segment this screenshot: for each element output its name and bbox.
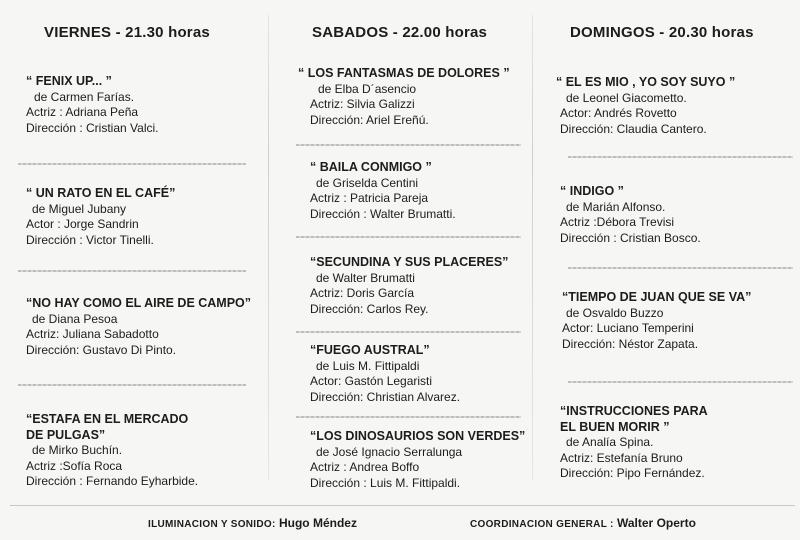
show-title: “FUEGO AUSTRAL” [310, 343, 430, 357]
show-author: de Analía Spina. [566, 435, 654, 449]
column-header: DOMINGOS - 20.30 horas [570, 24, 754, 41]
show-entry [548, 290, 798, 352]
show-cast: Actriz: Silvia Galizzi [310, 97, 415, 111]
show-cast: Actriz : Adriana Peña [26, 105, 139, 119]
show-author: de José Ignacio Serralunga [316, 444, 463, 459]
show-director: Dirección : Walter Brumatti. [310, 206, 456, 221]
footer-coordination [470, 516, 696, 530]
show-director: Dirección: Christian Alvarez. [310, 389, 461, 404]
show-cast: Actriz : Andrea Boffo [310, 460, 420, 474]
show-title: “LOS DINOSAURIOS SON VERDES” [310, 429, 526, 443]
show-director: Dirección: Pipo Fernández. [560, 466, 705, 480]
show-entry [290, 343, 540, 405]
footer-rule [10, 505, 795, 506]
show-cast: Actor: Andrés Rovetto [560, 106, 677, 120]
show-author: de Mirko Buchín. [32, 443, 123, 457]
show-entry [290, 66, 540, 128]
show-author: de Miguel Jubany [32, 201, 127, 216]
show-entry [18, 296, 268, 358]
show-title: “ FENIX UP... ” [26, 74, 112, 88]
show-title: “TIEMPO DE JUAN QUE SE VA” [562, 290, 752, 304]
show-title: “ EL ES MIO , YO SOY SUYO ” [556, 75, 736, 89]
show-director: Dirección: Néstor Zapata. [562, 336, 699, 351]
show-entry [548, 404, 798, 482]
separator [568, 267, 793, 269]
show-entry [548, 75, 798, 137]
show-entry [18, 74, 268, 136]
show-title: “SECUNDINA Y SUS PLACERES” [310, 255, 509, 269]
show-title: “ BAILA CONMIGO ” [310, 160, 432, 174]
show-entry [290, 255, 540, 317]
show-cast: Actriz: Juliana Sabadotto [26, 327, 159, 341]
column-domingos [548, 0, 798, 510]
show-author: de Diana Pesoa [32, 311, 118, 326]
show-entry [18, 186, 268, 248]
separator [296, 144, 521, 146]
show-entry [290, 160, 540, 222]
show-cast: Actor: Luciano Temperini [562, 321, 694, 335]
footer-lighting [148, 516, 357, 530]
show-cast: Actor : Jorge Sandrin [26, 217, 139, 231]
show-entry [548, 184, 798, 246]
show-title: “ INDIGO ” [560, 184, 624, 198]
show-entry [290, 429, 540, 491]
column-divider-1 [268, 15, 269, 480]
show-director: Dirección : Cristian Valci. [26, 120, 159, 135]
show-director: Dirección: Carlos Rey. [310, 301, 429, 316]
show-director: Dirección : Victor Tinelli. [26, 232, 154, 247]
show-title: “INSTRUCCIONES PARA EL BUEN MORIR ” [560, 404, 708, 434]
coordination-name: Walter Operto [617, 516, 696, 530]
show-title: “ UN RATO EN EL CAFÉ” [26, 186, 176, 200]
show-director: Dirección : Fernando Eyharbide. [26, 474, 199, 488]
show-director: Dirección: Gustavo Di Pinto. [26, 342, 177, 357]
show-director: Dirección : Cristian Bosco. [560, 230, 701, 245]
show-cast: Actriz: Doris García [310, 286, 415, 300]
column-header: SABADOS - 22.00 horas [312, 24, 488, 41]
show-title: “ LOS FANTASMAS DE DOLORES ” [298, 66, 510, 80]
show-director: Dirección: Ariel Ereñú. [310, 112, 429, 127]
separator [568, 156, 793, 158]
coordination-label: COORDINACION GENERAL : [470, 519, 614, 530]
show-title: “NO HAY COMO EL AIRE DE CAMPO” [26, 296, 252, 310]
show-cast: Actriz: Estefanía Bruno [560, 450, 683, 465]
show-entry [18, 412, 268, 490]
show-cast: Actriz :Sofía Roca [26, 458, 123, 473]
separator [296, 331, 521, 333]
separator [18, 270, 246, 272]
column-header: VIERNES - 21.30 horas [44, 24, 210, 41]
column-viernes [18, 0, 268, 510]
show-director: Dirección: Claudia Cantero. [560, 121, 707, 136]
show-director: Dirección : Luis M. Fittipaldi. [310, 475, 461, 490]
lighting-label: ILUMINACION Y SONIDO: [148, 519, 276, 530]
show-author: de Elba D´asencio [318, 81, 417, 96]
separator [568, 381, 793, 383]
show-title: “ESTAFA EN EL MERCADO DE PULGAS” [26, 412, 189, 442]
show-cast: Actor: Gastón Legaristi [310, 374, 433, 388]
show-author: de Luis M. Fittipaldi [316, 358, 420, 373]
show-cast: Actriz : Patricia Pareja [310, 191, 429, 205]
show-author: de Carmen Farías. [34, 89, 135, 104]
show-author: de Osvaldo Buzzo [566, 305, 664, 320]
show-author: de Leonel Giacometto. [566, 90, 687, 105]
separator [296, 416, 521, 418]
separator [18, 163, 246, 165]
lighting-name: Hugo Méndez [278, 516, 357, 530]
show-author: de Marián Alfonso. [566, 199, 666, 214]
separator [296, 236, 521, 238]
column-sabados [290, 0, 540, 510]
separator [18, 384, 246, 386]
show-cast: Actriz :Débora Trevisi [560, 215, 675, 229]
show-author: de Griselda Centini [316, 175, 419, 190]
show-author: de Walter Brumatti [316, 270, 415, 285]
